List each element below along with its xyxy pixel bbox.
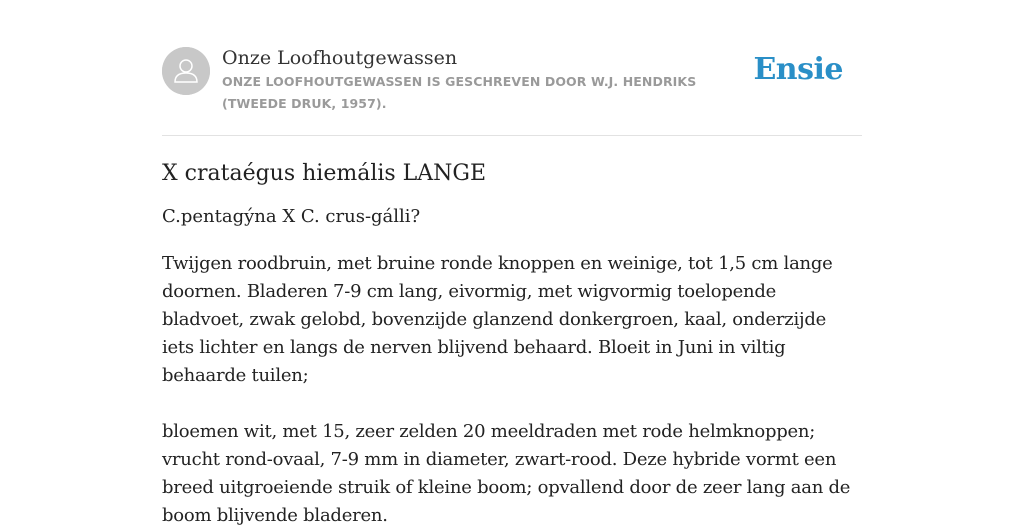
ensie-logo[interactable]: Ensie [753, 52, 843, 87]
source-info [222, 46, 752, 115]
source-description: ONZE LOOFHOUTGEWASSEN IS GESCHREVEN DOOR W.J. HENDRIKS (TWEEDE DRUK, 1957). [222, 74, 697, 111]
user-silhouette-icon [162, 47, 210, 95]
source-header [162, 46, 862, 136]
entry-title: X crataégus hiemális LANGE [162, 161, 487, 186]
entry-paragraph-2: bloemen wit, met 15, zeer zelden 20 meeldraden met rode helmknoppen; vrucht rond-ovaal, 7-9 mm in diameter, zwart-rood. Deze hybride vormt een breed uitgroeiende struik of kleine boom; opvallend door de zeer lang aan de boom blijvende bladeren. [162, 421, 851, 526]
entry-subtitle: C.pentagýna X C. crus-gálli? [162, 206, 421, 227]
entry-article [162, 158, 862, 530]
source-title[interactable]: Onze Loofhoutgewassen [222, 47, 458, 69]
entry-paragraph-1: Twijgen roodbruin, met bruine ronde knoppen en weinige, tot 1,5 cm lange doornen. Bladeren 7-9 cm lang, eivormig, met wigvormig toelopende bladvoet, zwak gelobd, bovenzijde glanzend donkergroen, kaal, onderzijde iets lichter en langs de nerven blijvend behaard. Bloeit in Juni in viltig behaarde tuilen; [162, 253, 833, 386]
avatar [162, 47, 210, 95]
header-divider [162, 135, 862, 136]
